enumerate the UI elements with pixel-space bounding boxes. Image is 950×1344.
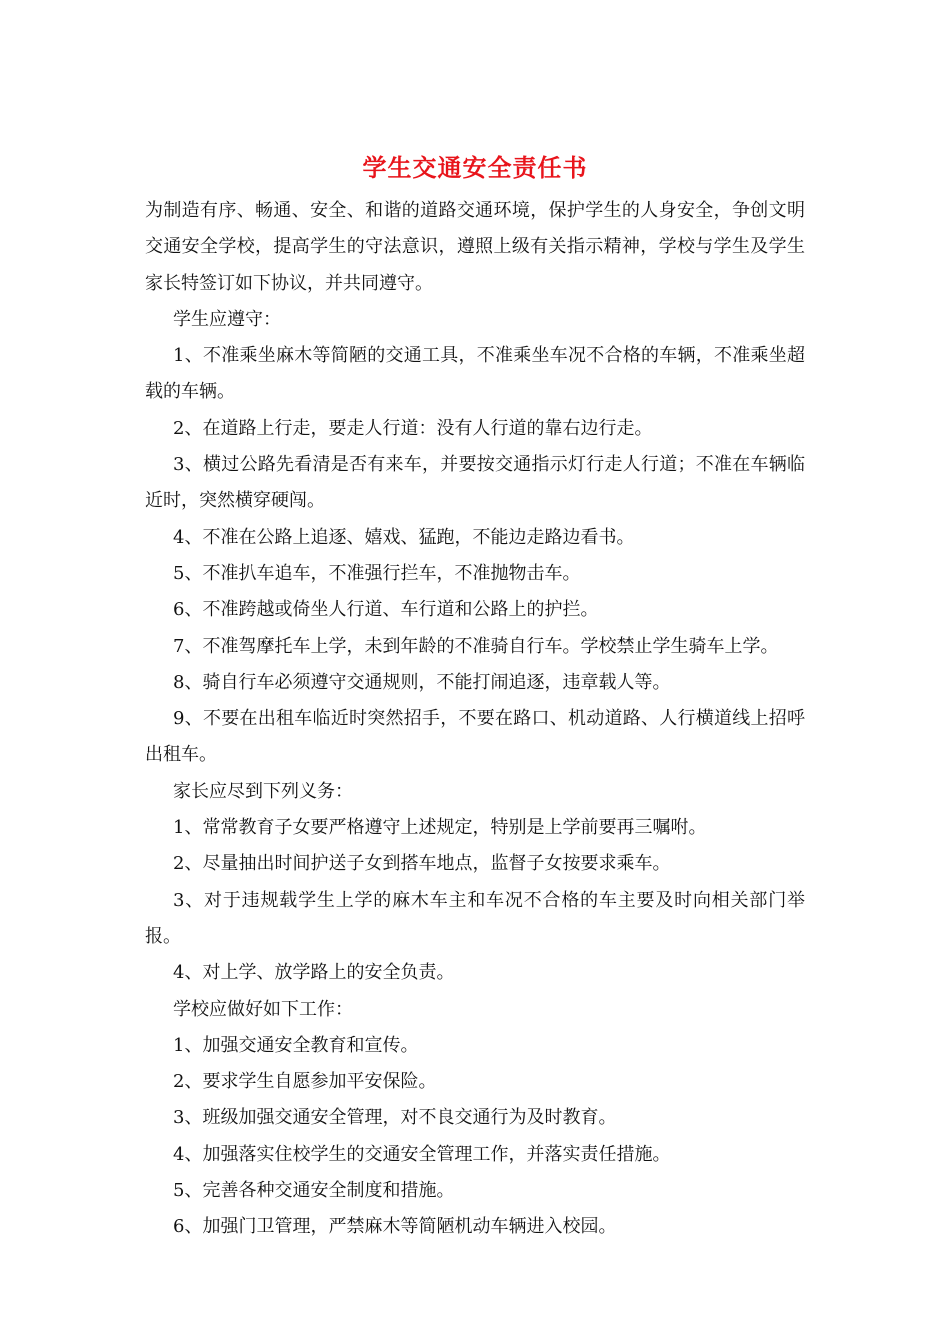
students-rule-5: 5、不准扒车追车，不准强行拦车，不准抛物击车。 <box>173 562 581 584</box>
school-task-3: 3、班级加强交通安全管理，对不良交通行为及时教育。 <box>173 1107 617 1129</box>
intro-paragraph: 为制造有序、畅通、安全、和谐的道路交通环境，保护学生的人身安全，争创文明交通安全学校，提高学生的守法意识，遵照上级有关指示精神，学校与学生及学生家长特签订如下协议，并共同遵守。 <box>145 200 805 294</box>
school-heading: 学校应做好如下工作： <box>173 998 353 1020</box>
parents-duty-1: 1、常常教育子女要严格遵守上述规定，特别是上学前要再三嘱咐。 <box>173 817 707 839</box>
students-rule-4: 4、不准在公路上追逐、嬉戏、猛跑，不能边走路边看书。 <box>173 526 635 548</box>
school-task-6: 6、加强门卫管理，严禁麻木等简陋机动车辆进入校园。 <box>173 1216 617 1238</box>
students-rule-8: 8、骑自行车必须遵守交通规则，不能打闹追逐，违章载人等。 <box>173 671 671 693</box>
school-task-2: 2、要求学生自愿参加平安保险。 <box>173 1071 437 1093</box>
school-task-5: 5、完善各种交通安全制度和措施。 <box>173 1180 455 1202</box>
students-rule-7: 7、不准驾摩托车上学，未到年龄的不准骑自行车。学校禁止学生骑车上学。 <box>173 635 779 657</box>
students-rule-1: 1、不准乘坐麻木等简陋的交通工具，不准乘坐车况不合格的车辆，不准乘坐超载的车辆。 <box>145 345 805 403</box>
document-body <box>145 193 805 1246</box>
parents-duty-3: 3、对于违规载学生上学的麻木车主和车况不合格的车主要及时向相关部门举报。 <box>145 889 805 947</box>
parents-duty-4: 4、对上学、放学路上的安全负责。 <box>173 962 455 984</box>
school-task-1: 1、加强交通安全教育和宣传。 <box>173 1034 419 1056</box>
school-task-4: 4、加强落实住校学生的交通安全管理工作，并落实责任措施。 <box>173 1143 671 1165</box>
students-rule-2: 2、在道路上行走，要走人行道：没有人行道的靠右边行走。 <box>173 417 653 439</box>
document-title: 学生交通安全责任书 <box>362 153 588 182</box>
students-rule-3: 3、横过公路先看清是否有来车，并要按交通指示灯行走人行道；不准在车辆临近时，突然横穿硬闯。 <box>145 454 805 512</box>
parents-duty-2: 2、尽量抽出时间护送子女到搭车地点，监督子女按要求乘车。 <box>173 853 671 875</box>
parents-heading: 家长应尽到下列义务： <box>173 780 353 802</box>
students-rule-6: 6、不准跨越或倚坐人行道、车行道和公路上的护拦。 <box>173 599 599 621</box>
students-rule-9: 9、不要在出租车临近时突然招手，不要在路口、机动道路、人行横道线上招呼出租车。 <box>145 708 805 766</box>
students-heading: 学生应遵守： <box>173 308 281 330</box>
